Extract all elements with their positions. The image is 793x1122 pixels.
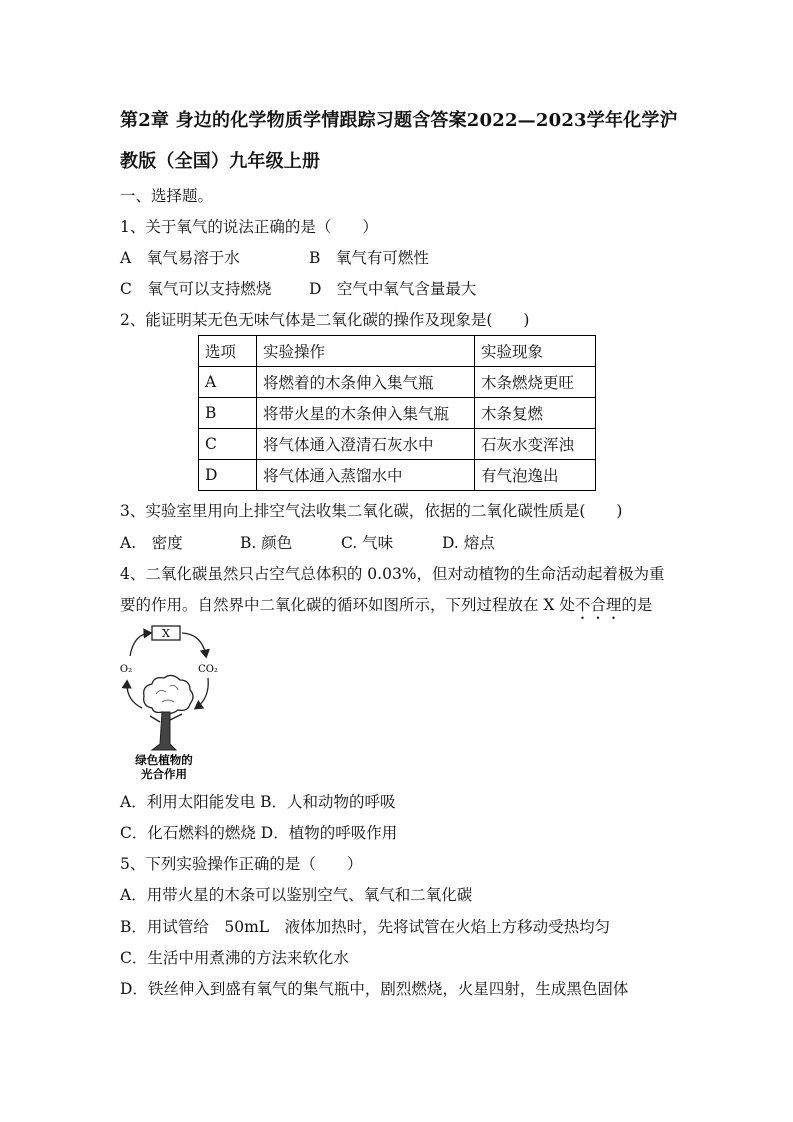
q3-stem: 3、实验室里用向上排空气法收集二氧化碳，依据的二氧化碳性质是( ) — [120, 502, 623, 520]
q4-stem-text: 要的作用。自然界中二氧化碳的循环如图所示，下列过程放在 X 处 — [120, 596, 575, 614]
table-row — [199, 367, 596, 398]
carbon-cycle-figure — [112, 622, 224, 782]
table-cell: 木条复燃 — [475, 398, 596, 429]
arrow-co2-to-plant — [196, 678, 208, 708]
q4-stem-line1: 4、二氧化碳虽然只占空气总体积的 0.03%，但对动植物的生命活动起着极为重 — [120, 565, 665, 583]
arrow-o2-to-x — [130, 633, 150, 656]
q4-stem-text-end: 的是 — [621, 596, 653, 614]
q5-option-b: B．用试管给 50mL 液体加热时，先将试管在火焰上方移动受热均匀 — [120, 918, 611, 936]
o2-label: O₂ — [119, 664, 133, 675]
table-cell: 将气体通入澄清石灰水中 — [257, 429, 475, 460]
table-header-cell: 实验操作 — [257, 336, 475, 367]
table-cell: 有气泡逸出 — [475, 460, 596, 491]
carbon-cycle-diagram — [112, 622, 224, 782]
table-header-row — [199, 336, 596, 367]
q1-option-b: B 氧气有可燃性 — [309, 249, 429, 267]
q4-stem-line2 — [120, 595, 652, 623]
table-cell: 将气体通入蒸馏水中 — [257, 460, 475, 491]
document-title-line2: 教版（全国）九年级上册 — [120, 151, 321, 172]
figure-caption-line1: 绿色植物的 — [135, 753, 193, 767]
q5-option-a: A．用带火星的木条可以鉴别空气、氧气和二氧化碳 — [120, 886, 473, 904]
q5-option-c: C．生活中用煮沸的方法来软化水 — [120, 949, 349, 967]
co2-label: CO₂ — [198, 664, 218, 675]
table-cell: C — [199, 429, 257, 460]
table-cell: 将带火星的木条伸入集气瓶 — [257, 398, 475, 429]
arrow-x-to-co2 — [182, 633, 206, 656]
table-row — [199, 460, 596, 491]
q1-stem: 1、关于氧气的说法正确的是（ ） — [120, 218, 378, 236]
q1-option-c: C 氧气可以支持燃烧 — [120, 280, 272, 298]
q5-stem: 5、下列实验操作正确的是（ ） — [120, 855, 363, 873]
q3-option-b: B. 颜色 — [240, 534, 293, 552]
q1-option-a: A 氧气易溶于水 — [120, 249, 240, 267]
table-cell: B — [199, 398, 257, 429]
figure-caption-line2: 光合作用 — [141, 767, 187, 781]
q4-options-cd: C．化石燃料的燃烧 D．植物的呼吸作用 — [120, 824, 398, 842]
q2-table — [198, 335, 596, 491]
section-heading: 一、选择题。 — [120, 187, 214, 205]
q5-option-d: D．铁丝伸入到盛有氧气的集气瓶中，剧烈燃烧，火星四射，生成黑色固体 — [120, 980, 629, 998]
q4-emphasis-text: 不合理 — [574, 596, 622, 614]
table-row — [199, 398, 596, 429]
table-cell: 木条燃烧更旺 — [475, 367, 596, 398]
q3-option-c: C. 气味 — [341, 534, 394, 552]
q3-option-d: D. 熔点 — [442, 534, 495, 552]
q3-option-a: A. 密度 — [120, 534, 183, 552]
table-header-cell: 选项 — [199, 336, 257, 367]
q2-stem: 2、能证明某无色无味气体是二氧化碳的操作及现象是( ) — [120, 311, 530, 329]
arrow-plant-to-o2 — [127, 682, 142, 708]
q1-option-d: D 空气中氧气含量最大 — [309, 280, 477, 298]
document-title-line1: 第2章 身边的化学物质学情跟踪习题含答案2022—2023学年化学沪 — [120, 110, 678, 131]
tree-icon — [144, 675, 193, 750]
table-row — [199, 429, 596, 460]
q4-options-ab: A．利用太阳能发电 B．人和动物的呼吸 — [120, 793, 396, 811]
table-cell: A — [199, 367, 257, 398]
table-header-cell: 实验现象 — [475, 336, 596, 367]
table-cell: 石灰水变浑浊 — [475, 429, 596, 460]
table-cell: 将燃着的木条伸入集气瓶 — [257, 367, 475, 398]
table-cell: D — [199, 460, 257, 491]
x-box-label: X — [162, 627, 170, 640]
